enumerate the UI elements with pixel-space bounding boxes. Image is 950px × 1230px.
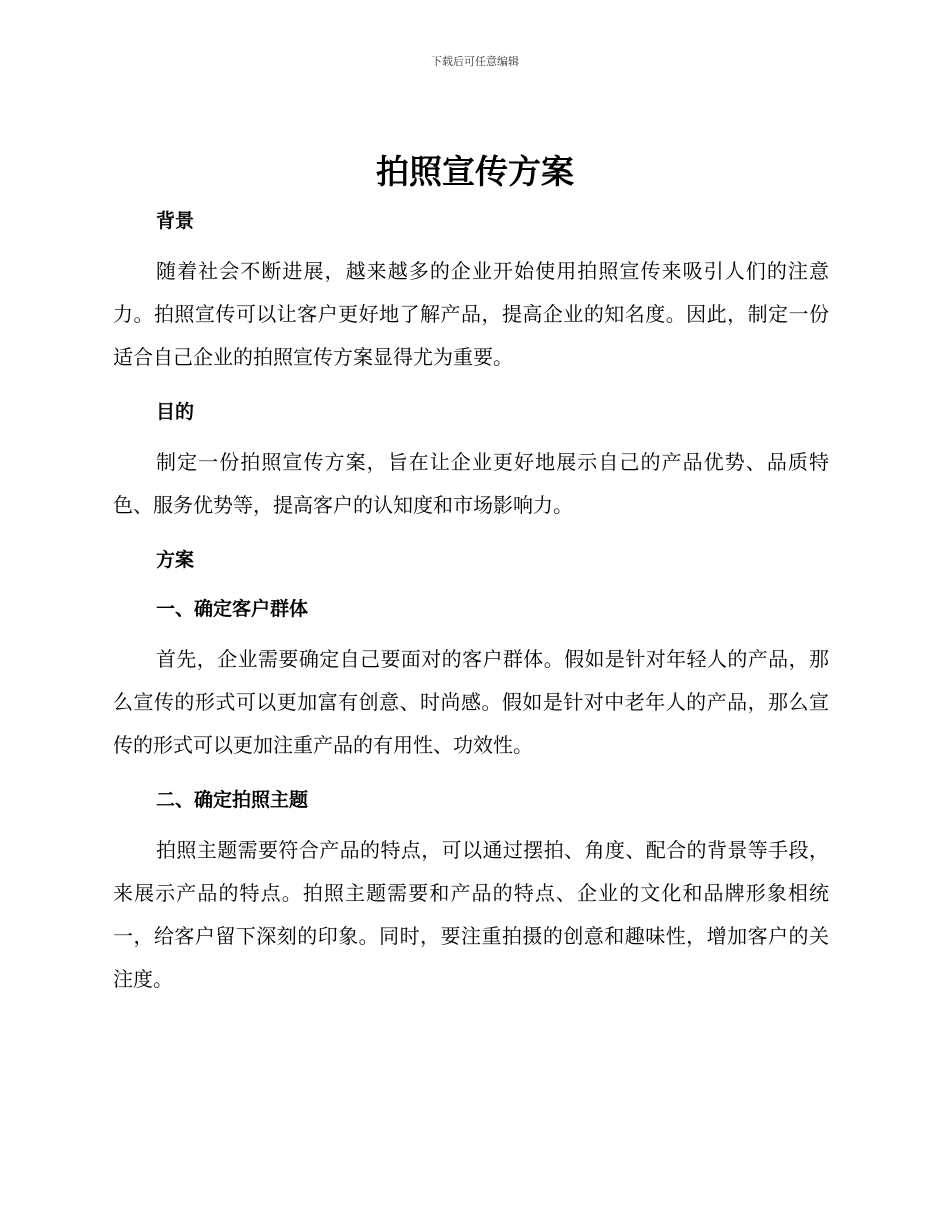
document-title: 拍照宣传方案	[376, 152, 574, 191]
subheading-photo-theme: 二、确定拍照主题	[156, 789, 309, 811]
section-heading-plan: 方案	[156, 549, 195, 571]
document-body	[113, 201, 829, 1014]
header-note: 下载后可任意编辑	[431, 55, 519, 68]
paragraph-purpose: 制定一份拍照宣传方案，旨在让企业更好地展示自己的产品优势、品质特色、服务优势等，提高客户的认知度和市场影响力。	[113, 450, 829, 517]
section-heading-background: 背景	[156, 210, 195, 232]
paragraph-photo-theme: 拍照主题需要符合产品的特点，可以通过摆拍、角度、配合的背景等手段，来展示产品的特点。拍照主题需要和产品的特点、企业的文化和品牌形象相统一，给客户留下深刻的印象。同时，要注重拍摄的创意和趣味性，增加客户的关注度。	[113, 838, 829, 991]
paragraph-customer-group: 首先，企业需要确定自己要面对的客户群体。假如是针对年轻人的产品，那么宣传的形式可以更加富有创意、时尚感。假如是针对中老年人的产品，那么宣传的形式可以更加注重产品的有用性、功效性。	[113, 647, 829, 757]
subheading-customer-group: 一、确定客户群体	[156, 598, 309, 620]
paragraph-background: 随着社会不断进展，越来越多的企业开始使用拍照宣传来吸引人们的注意力。拍照宣传可以让客户更好地了解产品，提高企业的知名度。因此，制定一份适合自己企业的拍照宣传方案显得尤为重要。	[113, 259, 829, 369]
section-heading-purpose: 目的	[156, 401, 195, 423]
